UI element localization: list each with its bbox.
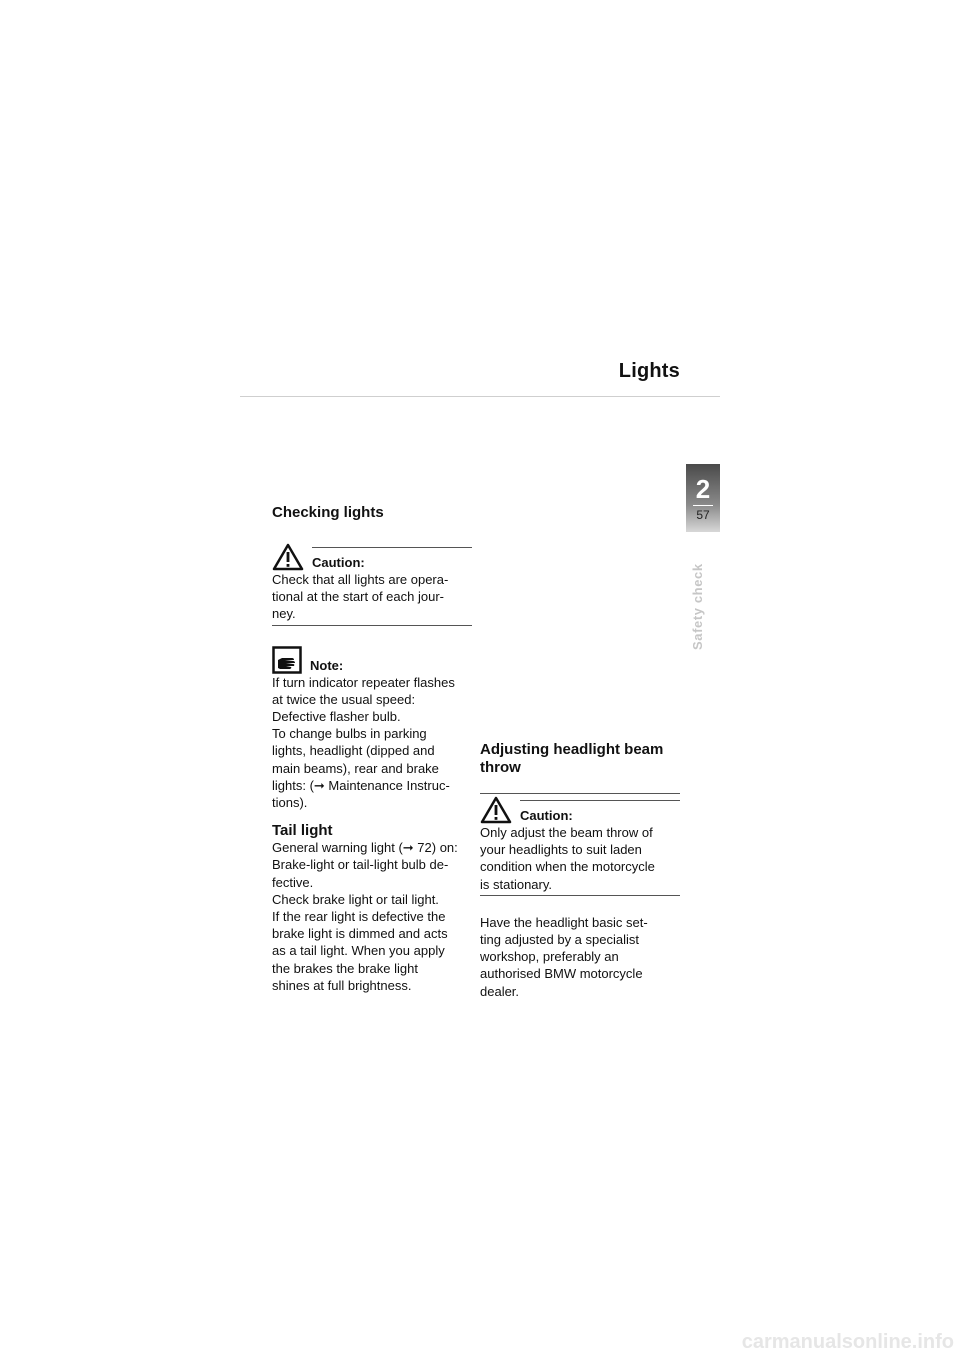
caution-box [480, 800, 680, 896]
caution-label: Caution: [312, 555, 365, 570]
section-heading-tail-light: Tail light [272, 822, 333, 840]
caution-label: Caution: [520, 808, 573, 823]
note-text-line: at twice the usual speed: [272, 691, 416, 707]
tail-text-line: brake light is dimmed and acts [272, 926, 448, 942]
caution-box [272, 547, 472, 626]
chapter-tab [686, 464, 720, 532]
page-number: 57 [696, 508, 710, 522]
page-title: Lights [618, 360, 680, 382]
heading-line: Adjusting headlight beam [480, 741, 664, 758]
note-label: Note: [310, 657, 344, 673]
note-text-line: lights, headlight (dipped and [272, 743, 435, 759]
note-text-line: lights: (➞ Maintenance Instruc- [272, 777, 450, 793]
caution-header [480, 796, 680, 824]
header-rule [240, 396, 720, 397]
chapter-number: 2 [695, 474, 711, 504]
tail-text-line: Check brake light or tail light. [272, 891, 439, 907]
body-text-line: workshop, preferably an [480, 949, 619, 965]
note-text-line: tions). [272, 795, 308, 811]
left-column [272, 502, 472, 994]
body-text-line: ting adjusted by a specialist [480, 932, 639, 948]
body-text-line: authorised BMW motorcycle [480, 966, 643, 982]
note-hand-icon [272, 646, 302, 674]
caution-text-line: condition when the motorcycle [480, 859, 655, 875]
note-text-line: If turn indicator repeater flashes [272, 674, 455, 690]
tail-text-line: as a tail light. When you apply [272, 943, 445, 959]
caution-text-line: Check that all lights are opera- [272, 572, 449, 587]
section-heading-adjusting-headlight [480, 741, 680, 777]
tail-text-line: the brakes the brake light [272, 960, 418, 976]
caution-text-line: is stationary. [480, 876, 553, 892]
chapter-tab-rule [693, 505, 713, 506]
double-rule [480, 793, 680, 794]
body-text-line: dealer. [480, 983, 520, 999]
note-box [272, 646, 472, 812]
tail-text-line: shines at full brightness. [272, 977, 412, 993]
tail-text-line: General warning light (➞ 72) on: [272, 840, 458, 856]
warning-triangle-icon [272, 543, 304, 571]
note-header [272, 646, 472, 674]
note-text-line: main beams), rear and brake [272, 760, 439, 776]
right-column [480, 741, 680, 1000]
headlight-basic-setting-text [480, 914, 680, 1000]
note-text-line: Defective flasher bulb. [272, 709, 401, 725]
chapter-side-label: Safety check [690, 563, 705, 650]
caution-text-line: your headlights to suit laden [480, 842, 642, 858]
warning-triangle-icon [480, 796, 512, 824]
heading-line: throw [480, 759, 521, 776]
section-heading-checking-lights: Checking lights [272, 504, 384, 521]
tail-text-line: fective. [272, 874, 314, 890]
watermark: carmanualsonline.info [741, 1331, 954, 1353]
caution-text-line: tional at the start of each jour- [272, 589, 444, 605]
caution-text-line: Only adjust the beam throw of [480, 825, 653, 840]
caution-text-line: ney. [272, 606, 296, 622]
caution-header [272, 543, 472, 571]
tail-text-line: If the rear light is defective the [272, 909, 446, 925]
body-text-line: Have the headlight basic set- [480, 914, 648, 930]
tail-text-line: Brake-light or tail-light bulb de- [272, 857, 449, 873]
tail-light-section [272, 823, 472, 994]
note-text-line: To change bulbs in parking [272, 726, 427, 742]
